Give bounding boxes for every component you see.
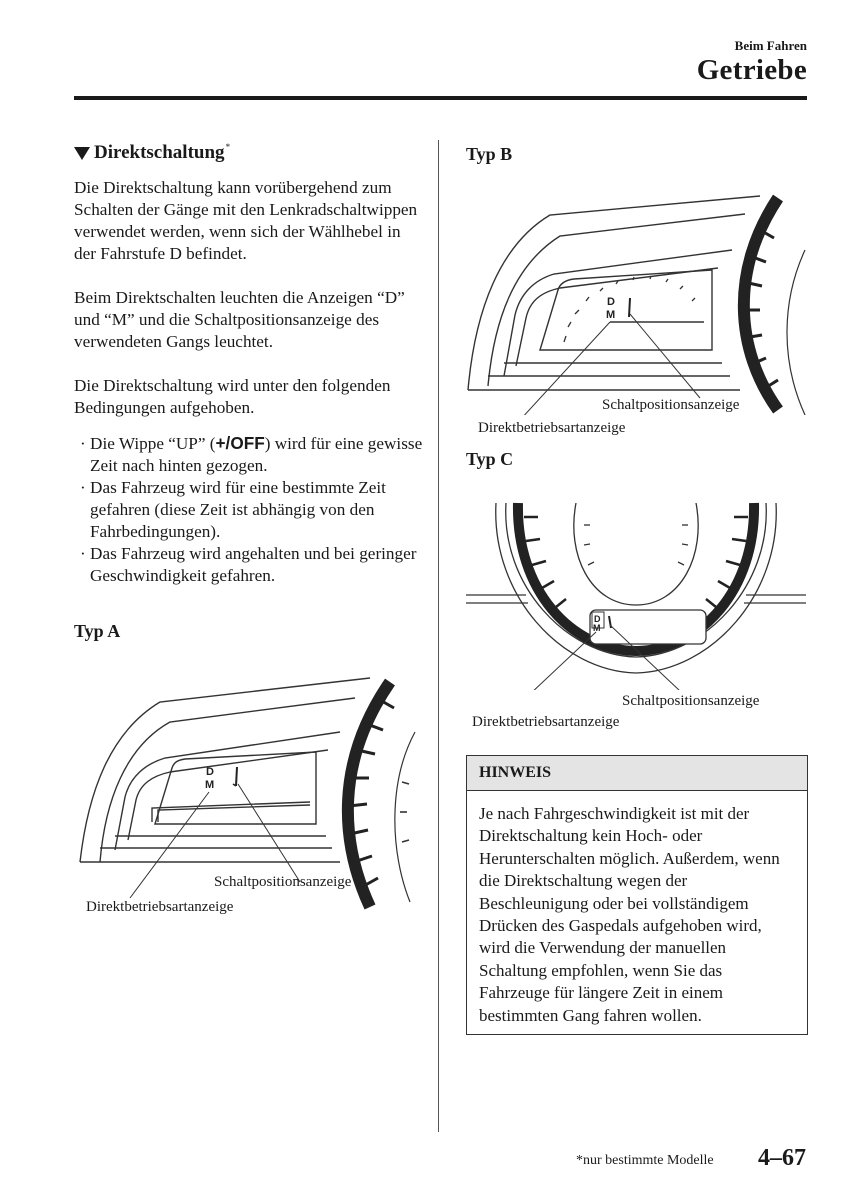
m-indicator: M (593, 623, 601, 633)
gear-position-label-c: Schaltpositionsanzeige (622, 693, 760, 709)
note-box (466, 755, 808, 1035)
page-number: 4–67 (758, 1145, 806, 1171)
note-text: Je nach Fahrgeschwindigkeit ist mit der Direktschaltung kein Hoch- oder Herunterschalten möglich. Außerdem, wenn die Direktschaltung wegen der Beschleunigung oder bei vollständigem Drücken des Gaspedals aufgehoben wird, wird die Verwendung der manuellen Schaltung empfohlen, wenn Sie das Fahrzeuge für längere Zeit in einem bestimmten Gang fahren wollen. (479, 804, 780, 1025)
gear-position-label-a: Schaltpositionsanzeige (214, 874, 352, 890)
paragraph-conditions: Die Direktschaltung wird unter den folgenden Bedingungen aufgehoben. (74, 376, 391, 417)
model-marker: * (225, 142, 231, 152)
condition-list (74, 432, 424, 587)
up-paddle-symbol: +/OFF (215, 433, 265, 453)
page-title: Getriebe (696, 54, 807, 86)
header-rule (74, 96, 807, 100)
chapter-label: Beim Fahren (734, 38, 807, 53)
m-indicator: M (606, 309, 616, 321)
d-indicator: D (206, 766, 214, 778)
type-a-heading: Typ A (74, 621, 121, 641)
type-b-illustration (460, 190, 810, 415)
direct-mode-label-b: Direktbetriebsartanzeige (478, 420, 626, 436)
d-indicator: D (607, 296, 615, 308)
m-indicator: M (205, 779, 215, 791)
type-b-heading: Typ B (466, 144, 513, 164)
column-divider (438, 140, 439, 1132)
type-c-illustration (466, 495, 806, 690)
direct-mode-label-c: Direktbetriebsartanzeige (472, 714, 620, 730)
d-indicator: D (594, 614, 601, 624)
footnote: *nur bestimmte Modelle (576, 1153, 714, 1168)
section-title: Direktschaltung (94, 142, 225, 163)
list-item: · Die Wippe “UP” (+/OFF) wird für eine gewisse Zeit nach hinten gezogen. (80, 433, 423, 475)
list-item: · Das Fahrzeug wird für eine bestimmte Zeit gefahren (diese Zeit ist abhängig von den Fahrbedingungen). (80, 478, 386, 541)
section-heading (74, 142, 230, 164)
list-item: · Das Fahrzeug wird angehalten und bei geringer Geschwindigkeit gefahren. (80, 544, 417, 585)
type-c-heading: Typ C (466, 449, 514, 469)
note-title: HINWEIS (467, 756, 807, 791)
paragraph-intro: Die Direktschaltung kann vorübergehend zum Schalten der Gänge mit den Lenkradschaltwippen verwendet werden, wenn sich der Wählhebel in der Fahrstufe D befindet. (74, 178, 418, 263)
triangle-icon (74, 147, 90, 160)
direct-mode-label-a: Direktbetriebsartanzeige (86, 899, 234, 915)
paragraph-indicators: Beim Direktschalten leuchten die Anzeigen “D” und “M” und die Schaltpositionsanzeige des verwendeten Gangs leuchtet. (74, 288, 405, 351)
gear-position-label-b: Schaltpositionsanzeige (602, 397, 740, 413)
